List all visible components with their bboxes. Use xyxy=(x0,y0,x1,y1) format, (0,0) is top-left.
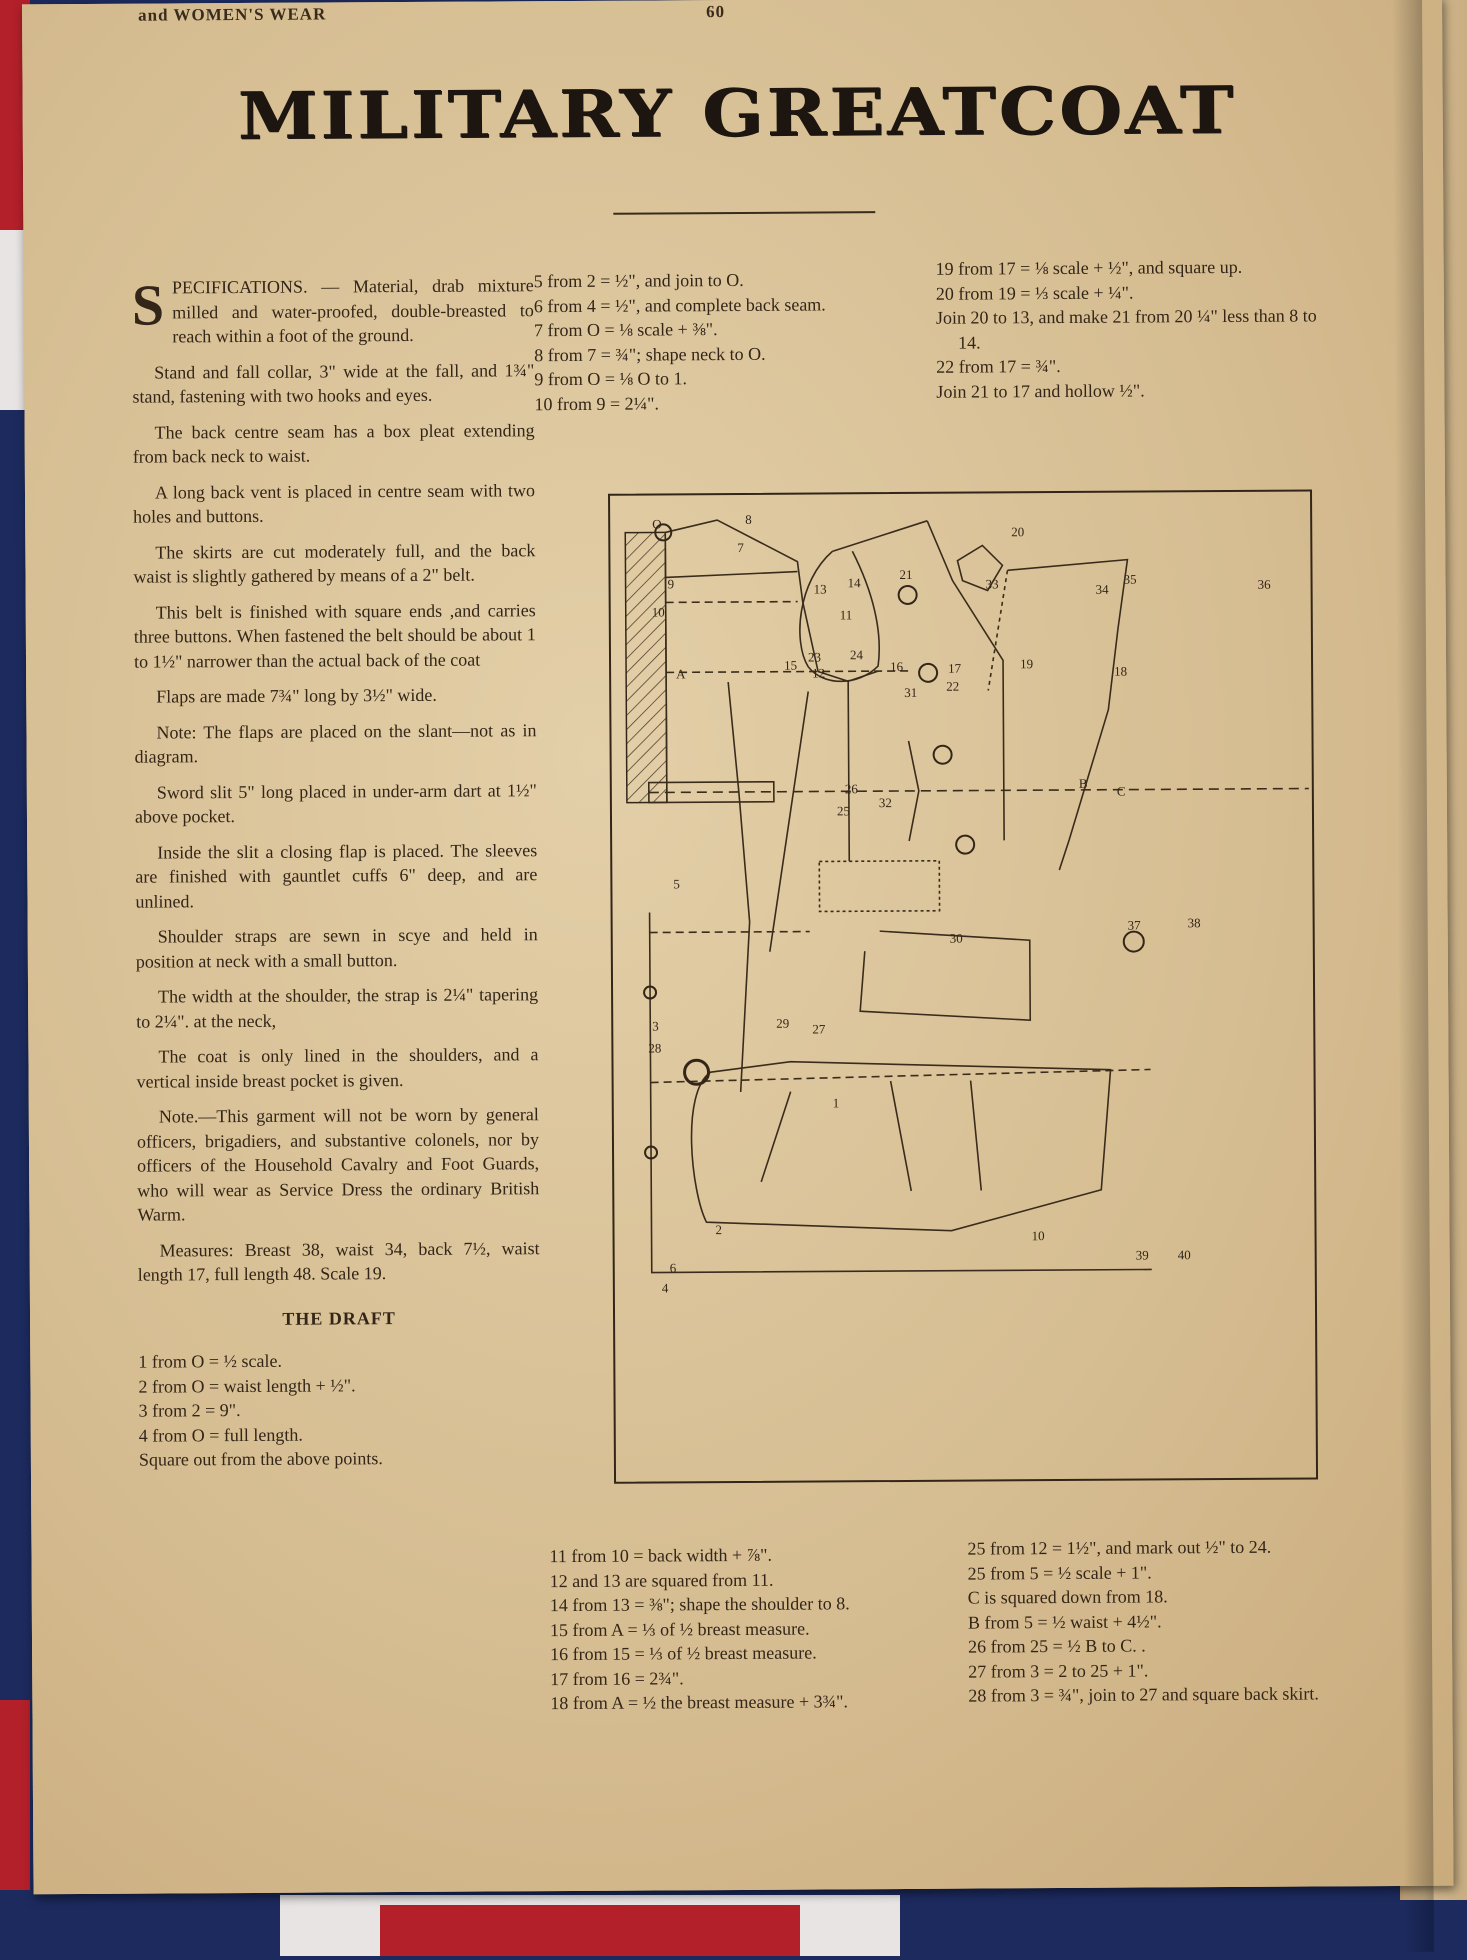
magazine-page xyxy=(22,0,1454,1894)
draft-line: 4 from O = full length. xyxy=(138,1424,303,1446)
svg-text:10: 10 xyxy=(651,604,665,620)
paragraph: Inside the slit a closing flap is placed. The sleeves are finished with gauntlet cuffs 6" deep, and are unlined. xyxy=(135,839,538,912)
svg-text:22: 22 xyxy=(946,678,960,694)
draft-heading: THE DRAFT xyxy=(282,1307,396,1329)
svg-text:40: 40 xyxy=(1177,1247,1191,1263)
svg-text:C: C xyxy=(1116,783,1126,799)
column-2-bottom xyxy=(549,1542,972,1716)
svg-text:37: 37 xyxy=(1127,917,1141,933)
draft-line: Join 21 to 17 and hollow ½". xyxy=(936,379,1145,402)
column-3-top xyxy=(936,254,1337,403)
draft-line: 16 from 15 = ⅓ of ½ breast measure. xyxy=(550,1642,817,1665)
column-2-top xyxy=(534,267,935,416)
draft-line: 18 from A = ½ the breast measure + 3¾". xyxy=(550,1691,849,1714)
svg-text:35: 35 xyxy=(1123,571,1137,587)
running-header: and WOMEN'S WEAR xyxy=(138,4,327,25)
label-O: O xyxy=(652,516,662,532)
svg-text:10: 10 xyxy=(1031,1228,1045,1244)
column-1 xyxy=(132,273,541,1472)
draft-line: 14 from 13 = ⅜"; shape the shoulder to 8. xyxy=(549,1593,850,1616)
paragraph: Measures: Breast 38, waist 34, back 7½, waist length 17, full length 48. Scale 19. xyxy=(137,1237,540,1285)
paragraph: Stand and fall collar, 3" wide at the fall, and 1¾" stand, fastening with two hooks and eyes. xyxy=(132,359,535,407)
svg-text:A: A xyxy=(676,666,686,682)
svg-text:9: 9 xyxy=(667,576,675,592)
paragraph: Note: The flaps are placed on the slant—not as in diagram. xyxy=(134,719,537,767)
draft-line: 1 from O = ½ scale. xyxy=(138,1350,282,1372)
svg-text:13: 13 xyxy=(813,581,827,597)
svg-text:27: 27 xyxy=(812,1021,826,1037)
paragraph: The width at the shoulder, the strap is 2¼" tapering to 2¼". at the neck, xyxy=(136,984,539,1032)
draft-line: 5 from 2 = ½", and join to O. xyxy=(533,269,744,292)
draft-line: 7 from O = ⅛ scale + ⅜". xyxy=(533,319,718,341)
svg-text:31: 31 xyxy=(904,684,918,700)
column-3-bottom xyxy=(967,1534,1390,1708)
draft-line: 22 from 17 = ¾". xyxy=(936,355,1061,377)
draft-line: Square out from the above points. xyxy=(138,1448,383,1470)
svg-text:19: 19 xyxy=(1020,656,1034,672)
svg-text:29: 29 xyxy=(776,1015,790,1031)
draft-line: 10 from 9 = 2¼". xyxy=(534,392,660,414)
title-divider xyxy=(613,211,875,215)
draft-line: 26 from 25 = ½ B to C. . xyxy=(968,1635,1146,1657)
intro-paragraph: SPECIFICATIONS. — Material, drab mixture milled and water-proofed, double-breasted to reach within a foot of the ground. xyxy=(131,272,534,347)
draft-line: 17 from 16 = 2¾". xyxy=(550,1667,684,1689)
draft-line: C is squared down from 18. xyxy=(967,1586,1168,1608)
svg-text:28: 28 xyxy=(648,1040,662,1056)
svg-text:20: 20 xyxy=(1011,524,1025,540)
draft-line: 15 from A = ⅓ of ½ breast measure. xyxy=(549,1618,810,1640)
svg-text:21: 21 xyxy=(899,566,913,582)
svg-text:23: 23 xyxy=(807,649,822,665)
draft-line: 25 from 5 = ½ scale + 1". xyxy=(967,1561,1152,1584)
diagram-labels xyxy=(645,509,1275,1296)
svg-text:26: 26 xyxy=(844,781,858,797)
draft-line: 11 from 10 = back width + ⅞". xyxy=(549,1544,773,1567)
paragraph: Flaps are made 7¾" long by 3½" wide. xyxy=(156,684,437,707)
draft-line: 3 from 2 = 9". xyxy=(138,1400,241,1421)
svg-text:30: 30 xyxy=(949,930,963,946)
svg-text:6: 6 xyxy=(669,1260,677,1276)
paragraph: Sword slit 5" long placed in under-arm dart at 1½" above pocket. xyxy=(134,779,537,827)
drop-cap: S xyxy=(131,272,165,338)
draft-line: 25 from 12 = 1½", and mark out ½" to 24. xyxy=(967,1536,1272,1559)
draft-line: 28 from 3 = ¾", join to 27 and square back skirt. xyxy=(968,1683,1319,1706)
svg-text:7: 7 xyxy=(737,539,744,555)
draft-line: 20 from 19 = ⅓ scale + ¼". xyxy=(935,282,1134,304)
diagram-frame xyxy=(609,490,1317,1482)
svg-text:24: 24 xyxy=(849,647,864,663)
draft-line: 9 from O = ⅛ O to 1. xyxy=(534,368,688,390)
svg-text:3: 3 xyxy=(652,1018,659,1034)
draft-line: 6 from 4 = ½", and complete back seam. xyxy=(533,293,826,316)
draft-line: Join 20 to 13, and make 21 from 20 ¼" less than 8 to 14. xyxy=(935,305,1317,353)
pattern-lines xyxy=(647,516,1312,1272)
svg-text:17: 17 xyxy=(948,660,962,676)
page-fold-shadow xyxy=(1392,0,1434,1952)
draft-line: 19 from 17 = ⅛ scale + ½", and square up. xyxy=(935,256,1243,279)
svg-text:14: 14 xyxy=(847,575,861,591)
draft-line: 12 and 13 are squared from 11. xyxy=(549,1569,774,1591)
hatched-back-panel xyxy=(625,532,667,802)
greatcoat-pattern-diagram xyxy=(607,488,1319,1484)
paragraph: The skirts are cut moderately full, and the back waist is slightly gathered by means of a 2" belt. xyxy=(133,539,536,587)
svg-text:39: 39 xyxy=(1135,1247,1149,1263)
svg-text:18: 18 xyxy=(1114,663,1128,679)
draft-line: 2 from O = waist length + ½". xyxy=(138,1374,356,1397)
svg-text:B: B xyxy=(1078,775,1088,791)
svg-text:4: 4 xyxy=(661,1280,669,1296)
paragraph: The coat is only lined in the shoulders, and a vertical inside breast pocket is given. xyxy=(136,1044,539,1092)
paragraph: Shoulder straps are sewn in scye and held in position at neck with a small button. xyxy=(135,924,538,972)
page-title: MILITARY GREATCOAT xyxy=(237,71,1237,154)
paragraph: This belt is finished with square ends ,and carries three buttons. When fastened the belt should be about 1 to 1½" narrower than the actual back of the coat xyxy=(133,599,536,672)
svg-text:5: 5 xyxy=(673,876,680,892)
svg-text:11: 11 xyxy=(839,607,853,623)
svg-text:16: 16 xyxy=(890,658,904,675)
svg-text:34: 34 xyxy=(1095,581,1109,597)
draft-line: 27 from 3 = 2 to 25 + 1". xyxy=(968,1659,1149,1682)
svg-text:8: 8 xyxy=(745,511,752,527)
svg-text:1: 1 xyxy=(832,1095,840,1111)
paragraph: The back centre seam has a box pleat extending from back neck to waist. xyxy=(132,419,535,467)
svg-text:38: 38 xyxy=(1187,915,1201,931)
svg-text:12: 12 xyxy=(812,665,826,681)
paragraph: A long back vent is placed in centre seam with two holes and buttons. xyxy=(133,479,536,527)
draft-line: B from 5 = ½ waist + 4½". xyxy=(967,1610,1162,1633)
svg-text:32: 32 xyxy=(878,795,892,811)
page-number: 60 xyxy=(706,2,726,22)
paragraph: Note.—This garment will not be worn by general officers, brigadiers, and substantive colonels, nor by officers of the Household Cavalry and Foot Guards, who will wear as Service Dress the ordinary British Warm. xyxy=(136,1104,540,1225)
svg-text:2: 2 xyxy=(715,1222,723,1238)
svg-text:36: 36 xyxy=(1257,576,1271,592)
svg-text:25: 25 xyxy=(836,803,851,819)
draft-line: 8 from 7 = ¾"; shape neck to O. xyxy=(534,343,766,365)
svg-text:15: 15 xyxy=(784,657,798,673)
svg-text:33: 33 xyxy=(985,576,999,592)
